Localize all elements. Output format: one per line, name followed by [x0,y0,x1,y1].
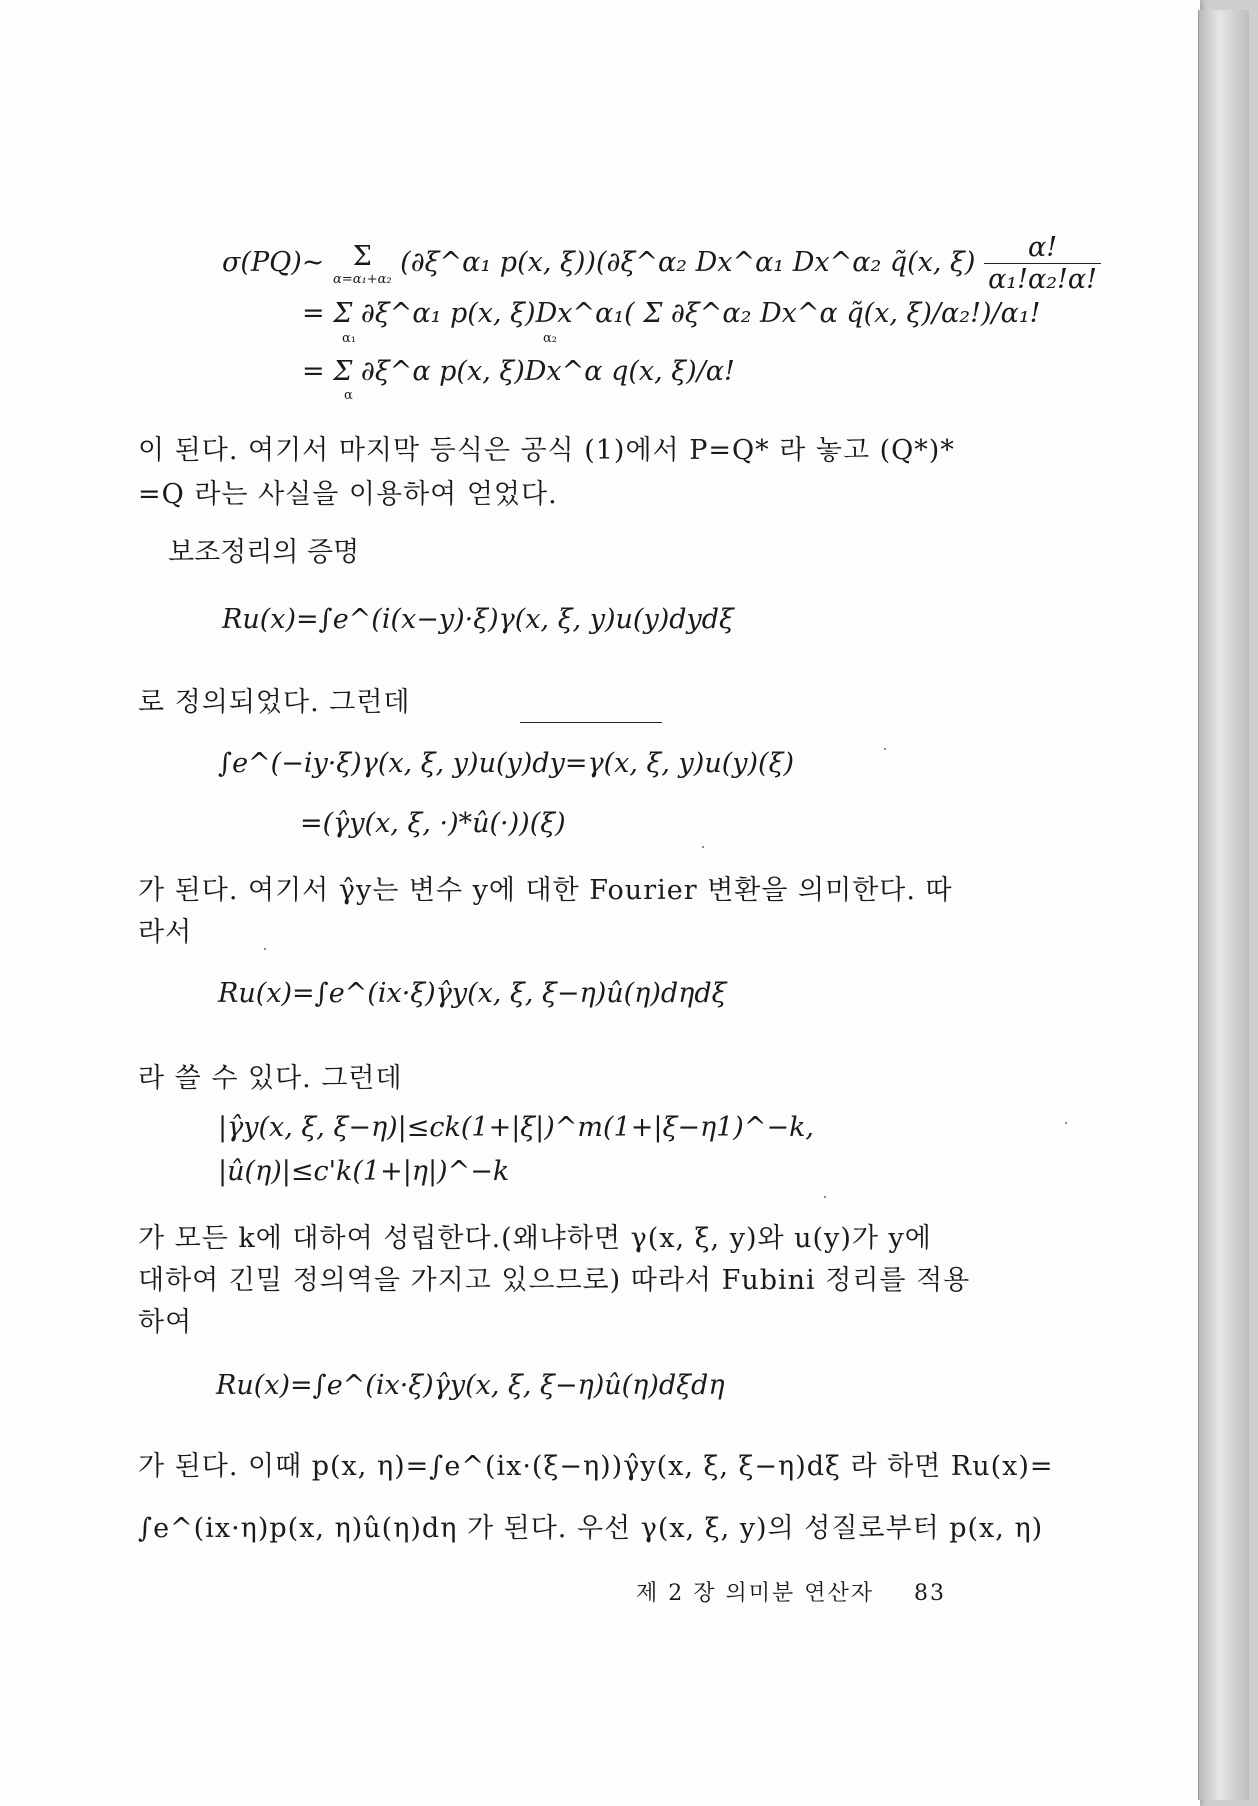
equation-sigma-pq-line3 [302,356,735,387]
equation-line: Ru(x)=∫e^(i(x−y)·ξ)γ(x, ξ, y)u(y)dydξ [222,604,734,635]
text: 하여 [138,1307,193,1338]
subscript: α₂ [543,331,557,346]
equation-sigma-pq-line2 [302,298,1041,329]
page-footer [636,1576,946,1607]
text: 라서 [138,917,193,948]
equation-line: Ru(x)=∫e^(ix·ξ)γ̂y(x, ξ, ξ−η)û(η)dξdη [216,1370,725,1401]
fourier-overline [520,722,662,723]
equation-lhs: σ(PQ)~ [222,247,325,278]
equation-line: = Σ ∂ξ^α₁ p(x, ξ)Dx^α₁( Σ ∂ξ^α₂ Dx^α q̃(x, ξ)/α₂!)/α₁! [302,298,1041,329]
paragraph-line [138,472,558,511]
text: 로 정의되었다. 그런데 [138,687,411,718]
equation-ru-fourier [218,978,727,1009]
subscript: α₁ [342,331,356,346]
fraction [984,232,1101,295]
paragraph-line [138,868,953,907]
equation-estimate-u [218,1156,509,1187]
page-edge-stack [1198,10,1249,1800]
equation-line2-subscript-a1 [342,331,356,346]
paragraph-line [138,1300,192,1339]
equation-convolution [300,808,566,839]
text: ∫e^(ix·η)p(x, η)û(η)dη 가 된다. 우선 γ(x, ξ, y)의 성질로부터 p(x, η) [138,1513,1044,1544]
equation-line: |û(η)|≤c'k(1+|η|)^−k [218,1156,510,1187]
scan-speck [264,948,266,950]
equation-sigma-pq-line1 [222,232,1101,295]
equation-ru-definition [222,604,734,635]
text: 대하여 긴밀 정의역을 가지고 있으므로) 따라서 Fubini 정리를 적용 [138,1265,971,1296]
sum-symbol: Σ α=α₁+α₂ [333,240,392,287]
equation-line: =(γ̂y(x, ξ, ·)*û(·))(ξ) [300,808,566,839]
fraction-numerator: α! [984,232,1101,264]
equation-ru-fubini [216,1370,725,1401]
chapter-title: 제 2 장 의미분 연산자 [636,1581,874,1606]
equation-line: |γ̂y(x, ξ, ξ−η)|≤ck(1+|ξ|)^m(1+|ξ−η1)^−k, [218,1112,815,1143]
text: 가 된다. 여기서 γ̂y는 변수 y에 대한 Fourier 변환을 의미한다. 따 [138,875,953,906]
paragraph-line [138,1216,932,1255]
paragraph-line [138,1056,403,1095]
equation-line: Ru(x)=∫e^(ix·ξ)γ̂y(x, ξ, ξ−η)û(η)dηdξ [218,978,727,1009]
equation-estimate-gamma [218,1112,814,1143]
text: 가 된다. 이때 p(x, η)=∫e^(ix·(ξ−η))γ̂y(x, ξ, ξ−η)dξ 라 하면 Ru(x)= [138,1451,1054,1482]
text: =Q 라는 사실을 이용하여 얻었다. [138,479,558,510]
text: 라 쓸 수 있다. 그런데 [138,1063,403,1094]
equation-line3-subscript [344,388,353,403]
scan-speck [824,1196,826,1198]
equation-line: = Σ ∂ξ^α p(x, ξ)Dx^α q(x, ξ)/α! [302,356,735,387]
paragraph-line [138,1444,1054,1483]
paragraph-line [138,428,955,467]
sum-subscript: α=α₁+α₂ [333,271,392,287]
fraction-denominator: α₁!α₂!α! [988,264,1097,295]
paragraph-line [138,680,411,719]
equation-body: (∂ξ^α₁ p(x, ξ))(∂ξ^α₂ Dx^α₁ Dx^α₂ q̃(x, ξ) [400,247,976,278]
text: 가 모든 k에 대하여 성립한다.(왜냐하면 γ(x, ξ, y)와 u(y)가 y에 [138,1223,932,1254]
scan-speck [1065,1122,1067,1124]
heading-text: 보조정리의 증명 [168,537,360,568]
section-heading [168,530,359,569]
equation-line2-subscript-a2 [543,331,557,346]
scan-speck [702,846,704,848]
scan-speck [884,748,886,750]
equation-fourier-transform [218,748,794,779]
equation-line: ∫e^(−iy·ξ)γ(x, ξ, y)u(y)dy=γ(x, ξ, y)u(y)(ξ) [218,748,794,779]
subscript: α [344,388,353,403]
paragraph-line [138,1506,1043,1545]
paragraph-line [138,1258,970,1297]
paragraph-line [138,910,192,949]
text: 이 된다. 여기서 마지막 등식은 공식 (1)에서 P=Q* 라 놓고 (Q*)* [138,435,955,466]
page-number: 83 [914,1581,946,1606]
